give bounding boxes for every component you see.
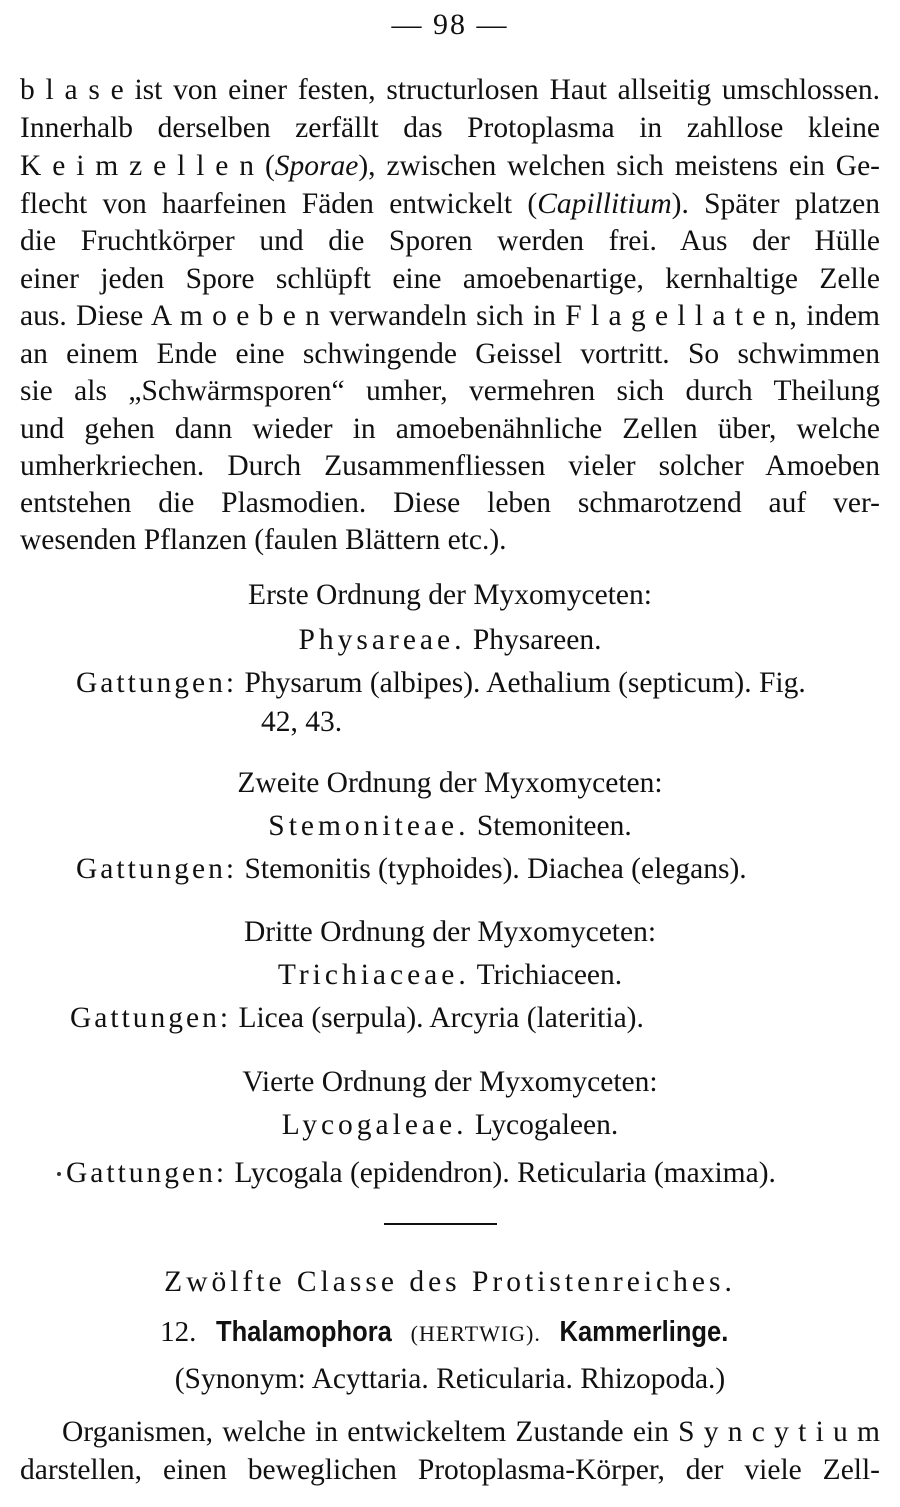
order-genera [76, 665, 876, 701]
order-name-german: Lycogaleen. [474, 1109, 619, 1141]
italic-term: Capillitium [537, 188, 672, 220]
order-genera [76, 851, 876, 887]
order-name [0, 622, 900, 658]
spaced-term: S y n c y t i u m [678, 1416, 880, 1448]
para1-line-4 [20, 186, 880, 222]
synonym-line: (Synonym: Acyttaria. Reticularia. Rhizopoda.) [174, 1363, 726, 1395]
text-span: einer jeden Spore schlüpft eine amoebenartige, kernhaltige Zelle [20, 263, 880, 295]
text-span: ( [254, 150, 275, 182]
bullet-dot [57, 1172, 61, 1176]
class-heading: Zwölfte Classe des Protistenreiches. [164, 1266, 736, 1298]
para1-line-8 [20, 336, 880, 372]
spaced-term: F l a g e l l a t e n [565, 300, 790, 332]
class-author: (HERTWIG). [410, 1321, 541, 1346]
para1-line-7 [20, 298, 880, 334]
order-genera [66, 1155, 886, 1191]
order-name-latin: Physareae. [298, 624, 466, 656]
para1-line-13 [20, 522, 880, 558]
text-span: sie als „Schwärmsporen“ umher, vermehren sich durch Theilung [20, 375, 880, 407]
text-span: und gehen dann wieder in amoebenähnliche Zellen über, welche [20, 413, 880, 445]
class-title [0, 1314, 900, 1352]
para1-line-1 [20, 72, 880, 108]
order-genera-cont: 42, 43. [261, 706, 343, 738]
text-span: ). Später platzen [671, 188, 880, 220]
text-span: ist von einer festen, structurlosen Haut allseitig umschlossen. [123, 74, 880, 106]
order-heading: Vierte Ordnung der Myxomyceten: [242, 1066, 658, 1098]
para1-line-9 [20, 373, 880, 409]
text-span: ), zwischen welchen sich meistens ein Ge- [358, 150, 881, 182]
genera-list: Licea (serpula). Arcyria (lateritia). [238, 1002, 644, 1034]
para1-line-2 [20, 110, 880, 146]
order-name-latin: Trichiaceae. [277, 959, 470, 991]
text-span: entstehen die Plasmodien. Diese leben schmarotzend auf ver- [20, 487, 880, 519]
para1-line-5 [20, 223, 880, 259]
genera-list: Lycogala (epidendron). Reticularia (maxima). [234, 1157, 776, 1189]
para2-line-1 [62, 1414, 880, 1450]
text-span: flecht von haarfeinen Fäden entwickelt ( [20, 188, 538, 220]
order-name-german: Physareen. [472, 624, 602, 656]
text-span: umherkriechen. Durch Zusammenfliessen vieler solcher Amoeben [20, 450, 880, 482]
genus-label: Gattungen: [70, 1002, 232, 1034]
order-name [0, 1107, 900, 1143]
order-name-german: Trichiaceen. [476, 959, 623, 991]
order-name [0, 808, 900, 844]
page-number: — 98 — [391, 8, 509, 41]
para1-line-11 [20, 448, 880, 484]
order-heading: Erste Ordnung der Myxomyceten: [248, 579, 652, 611]
text-span: darstellen, einen beweglichen Protoplasma-Körper, der viele Zell- [20, 1454, 880, 1486]
genera-list: Stemonitis (typhoides). Diachea (elegans). [244, 853, 747, 885]
text-span: die Fruchtkörper und die Sporen werden frei. Aus der Hülle [20, 225, 880, 257]
text-span: Organismen, welche in entwickeltem Zustande ein [62, 1416, 679, 1448]
order-name-latin: Stemoniteae. [268, 810, 470, 842]
spaced-term: A m o e b e n [150, 300, 320, 332]
genus-label: Gattungen: [76, 667, 238, 699]
para2-line-2 [20, 1452, 880, 1488]
italic-term: Sporae [274, 150, 359, 182]
order-name-german: Stemoniteen. [476, 810, 632, 842]
para1-line-10 [20, 411, 880, 447]
genera-list: Physarum (albipes). Aethalium (septicum). Fig. [244, 667, 806, 699]
text-span: Innerhalb derselben zerfällt das Protoplasma in zahllose kleine [20, 112, 880, 144]
genus-label: Gattungen: [76, 853, 238, 885]
para1-line-12 [20, 485, 880, 521]
genus-label: Gattungen: [66, 1157, 228, 1189]
class-number: 12. [160, 1316, 197, 1348]
text-span: wesenden Pflanzen (faulen Blättern etc.). [20, 524, 507, 556]
class-name: Thalamophora [215, 1316, 392, 1348]
class-german-name: Kammerlinge. [559, 1316, 729, 1348]
para1-line-6 [20, 261, 880, 297]
section-divider [384, 1223, 497, 1225]
order-name-latin: Lycogaleae. [281, 1109, 468, 1141]
order-genera [70, 1000, 870, 1036]
text-span: aus. Diese [20, 300, 151, 332]
text-span: verwandeln sich in [319, 300, 566, 332]
para1-line-3 [20, 148, 880, 184]
text-span: an einem Ende eine schwingende Geissel vortritt. So schwimmen [20, 338, 880, 370]
order-heading: Dritte Ordnung der Myxomyceten: [243, 916, 657, 948]
order-heading: Zweite Ordnung der Myxomyceten: [237, 767, 663, 799]
text-span: b l a s e [20, 74, 124, 106]
spaced-term: K e i m z e l l e n [20, 150, 255, 182]
order-name [0, 957, 900, 993]
text-span: , indem [789, 300, 880, 332]
